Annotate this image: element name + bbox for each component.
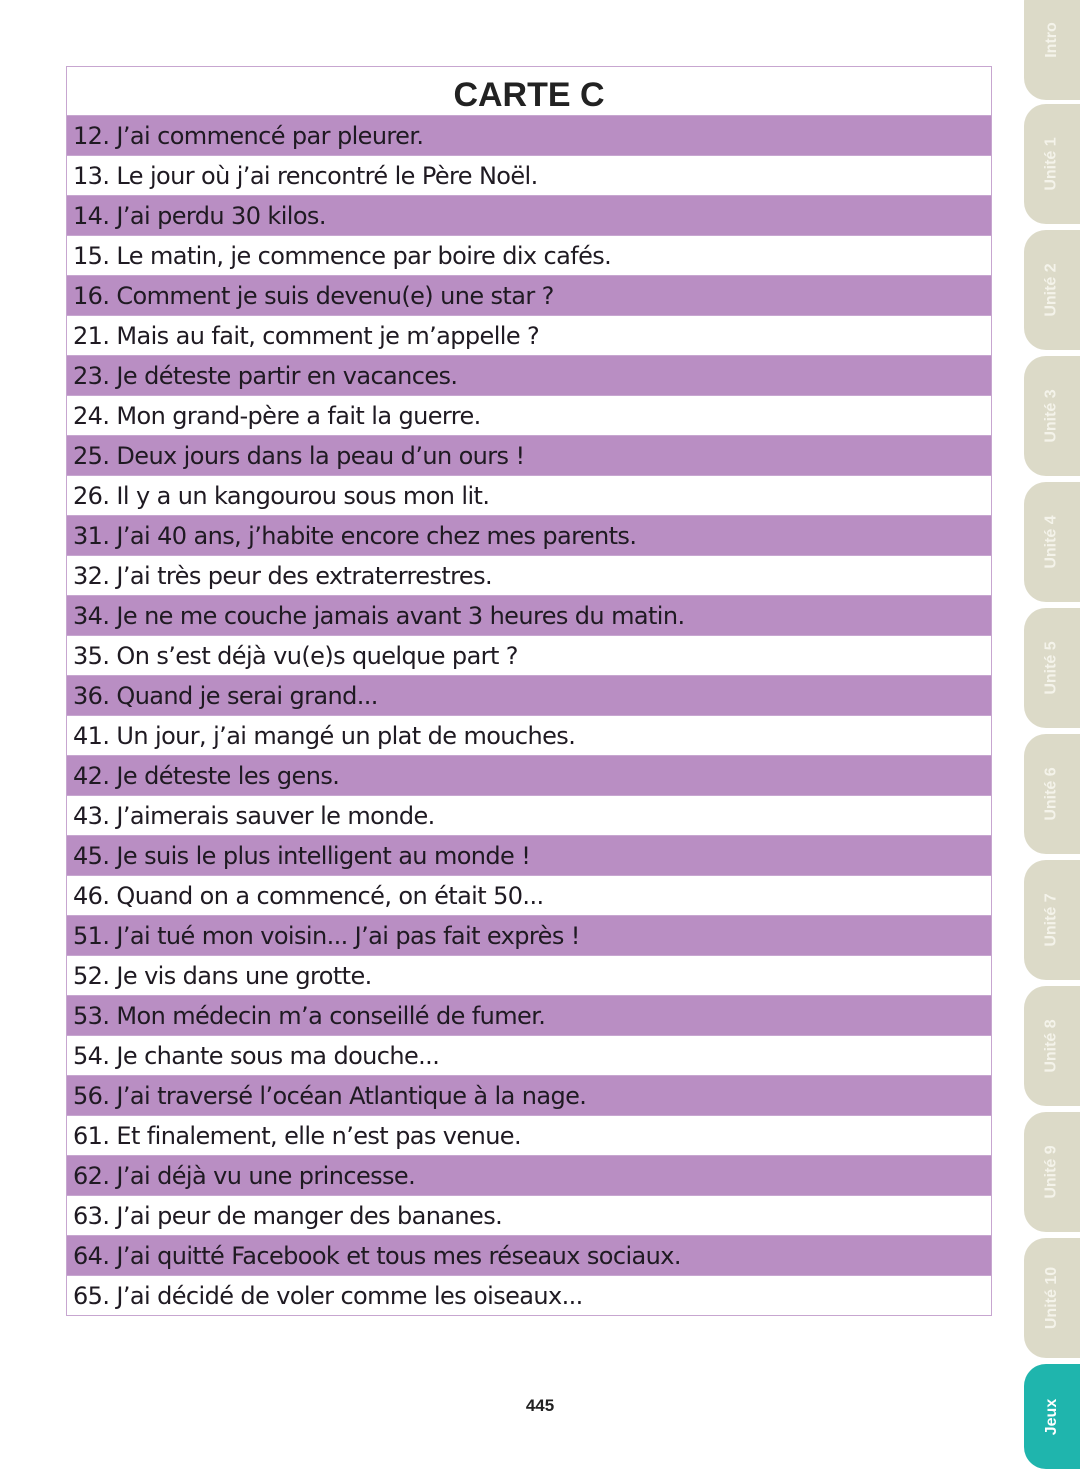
list-item: 13. Le jour où j’ai rencontré le Père Noël. [67, 156, 991, 196]
list-item: 61. Et finalement, elle n’est pas venue. [67, 1116, 991, 1156]
list-item: 12. J’ai commencé par pleurer. [67, 116, 991, 156]
list-item: 42. Je déteste les gens. [67, 756, 991, 796]
list-item: 54. Je chante sous ma douche... [67, 1036, 991, 1076]
list-item: 36. Quand je serai grand... [67, 676, 991, 716]
carte-c-table [66, 66, 992, 1316]
list-item: 23. Je déteste partir en vacances. [67, 356, 991, 396]
tab-label: Unité 4 [1043, 515, 1060, 569]
list-item: 64. J’ai quitté Facebook et tous mes réseaux sociaux. [67, 1236, 991, 1276]
list-item: 32. J’ai très peur des extraterrestres. [67, 556, 991, 596]
tab-unite-4[interactable] [1024, 482, 1080, 602]
tab-label: Unité 2 [1043, 263, 1060, 317]
tab-label: Unité 1 [1043, 137, 1060, 191]
tab-unite-5[interactable] [1024, 608, 1080, 728]
list-item: 16. Comment je suis devenu(e) une star ? [67, 276, 991, 316]
list-item: 51. J’ai tué mon voisin... J’ai pas fait exprès ! [67, 916, 991, 956]
list-item: 62. J’ai déjà vu une princesse. [67, 1156, 991, 1196]
list-item: 31. J’ai 40 ans, j’habite encore chez mes parents. [67, 516, 991, 556]
list-item: 34. Je ne me couche jamais avant 3 heures du matin. [67, 596, 991, 636]
tab-label: Unité 8 [1043, 1019, 1060, 1073]
list-item: 63. J’ai peur de manger des bananes. [67, 1196, 991, 1236]
list-item: 24. Mon grand-père a fait la guerre. [67, 396, 991, 436]
tab-label: Unité 6 [1043, 767, 1060, 821]
tab-label: Unité 5 [1043, 641, 1060, 695]
tab-label: Unité 3 [1043, 389, 1060, 443]
list-item: 15. Le matin, je commence par boire dix cafés. [67, 236, 991, 276]
tab-unite-8[interactable] [1024, 986, 1080, 1106]
tab-label: Unité 7 [1043, 893, 1060, 947]
tab-jeux[interactable] [1024, 1364, 1080, 1469]
tab-label: Unité 10 [1043, 1266, 1060, 1330]
list-item: 46. Quand on a commencé, on était 50... [67, 876, 991, 916]
list-item: 45. Je suis le plus intelligent au monde ! [67, 836, 991, 876]
list-item: 14. J’ai perdu 30 kilos. [67, 196, 991, 236]
tab-unite-10[interactable] [1024, 1238, 1080, 1358]
list-item: 41. Un jour, j’ai mangé un plat de mouches. [67, 716, 991, 756]
tab-unite-9[interactable] [1024, 1112, 1080, 1232]
side-tab-nav [1022, 0, 1080, 1465]
list-item: 25. Deux jours dans la peau d’un ours ! [67, 436, 991, 476]
tab-label: Intro [1042, 22, 1060, 58]
tab-label: Unité 9 [1043, 1145, 1060, 1199]
list-item: 52. Je vis dans une grotte. [67, 956, 991, 996]
list-item: 35. On s’est déjà vu(e)s quelque part ? [67, 636, 991, 676]
list-item: 43. J’aimerais sauver le monde. [67, 796, 991, 836]
tab-unite-6[interactable] [1024, 734, 1080, 854]
list-item: 53. Mon médecin m’a conseillé de fumer. [67, 996, 991, 1036]
card-items-list [67, 116, 991, 1315]
list-item: 26. Il y a un kangourou sous mon lit. [67, 476, 991, 516]
tab-intro[interactable] [1024, 0, 1080, 100]
page-number: 445 [525, 1396, 555, 1415]
list-item: 65. J’ai décidé de voler comme les oiseaux... [67, 1276, 991, 1315]
tab-unite-2[interactable] [1024, 230, 1080, 350]
tab-unite-7[interactable] [1024, 860, 1080, 980]
card-title: CARTE C [67, 67, 991, 116]
tab-label: Jeux [1043, 1398, 1060, 1435]
list-item: 56. J’ai traversé l’océan Atlantique à la nage. [67, 1076, 991, 1116]
tab-unite-3[interactable] [1024, 356, 1080, 476]
tab-unite-1[interactable] [1024, 104, 1080, 224]
list-item: 21. Mais au fait, comment je m’appelle ? [67, 316, 991, 356]
